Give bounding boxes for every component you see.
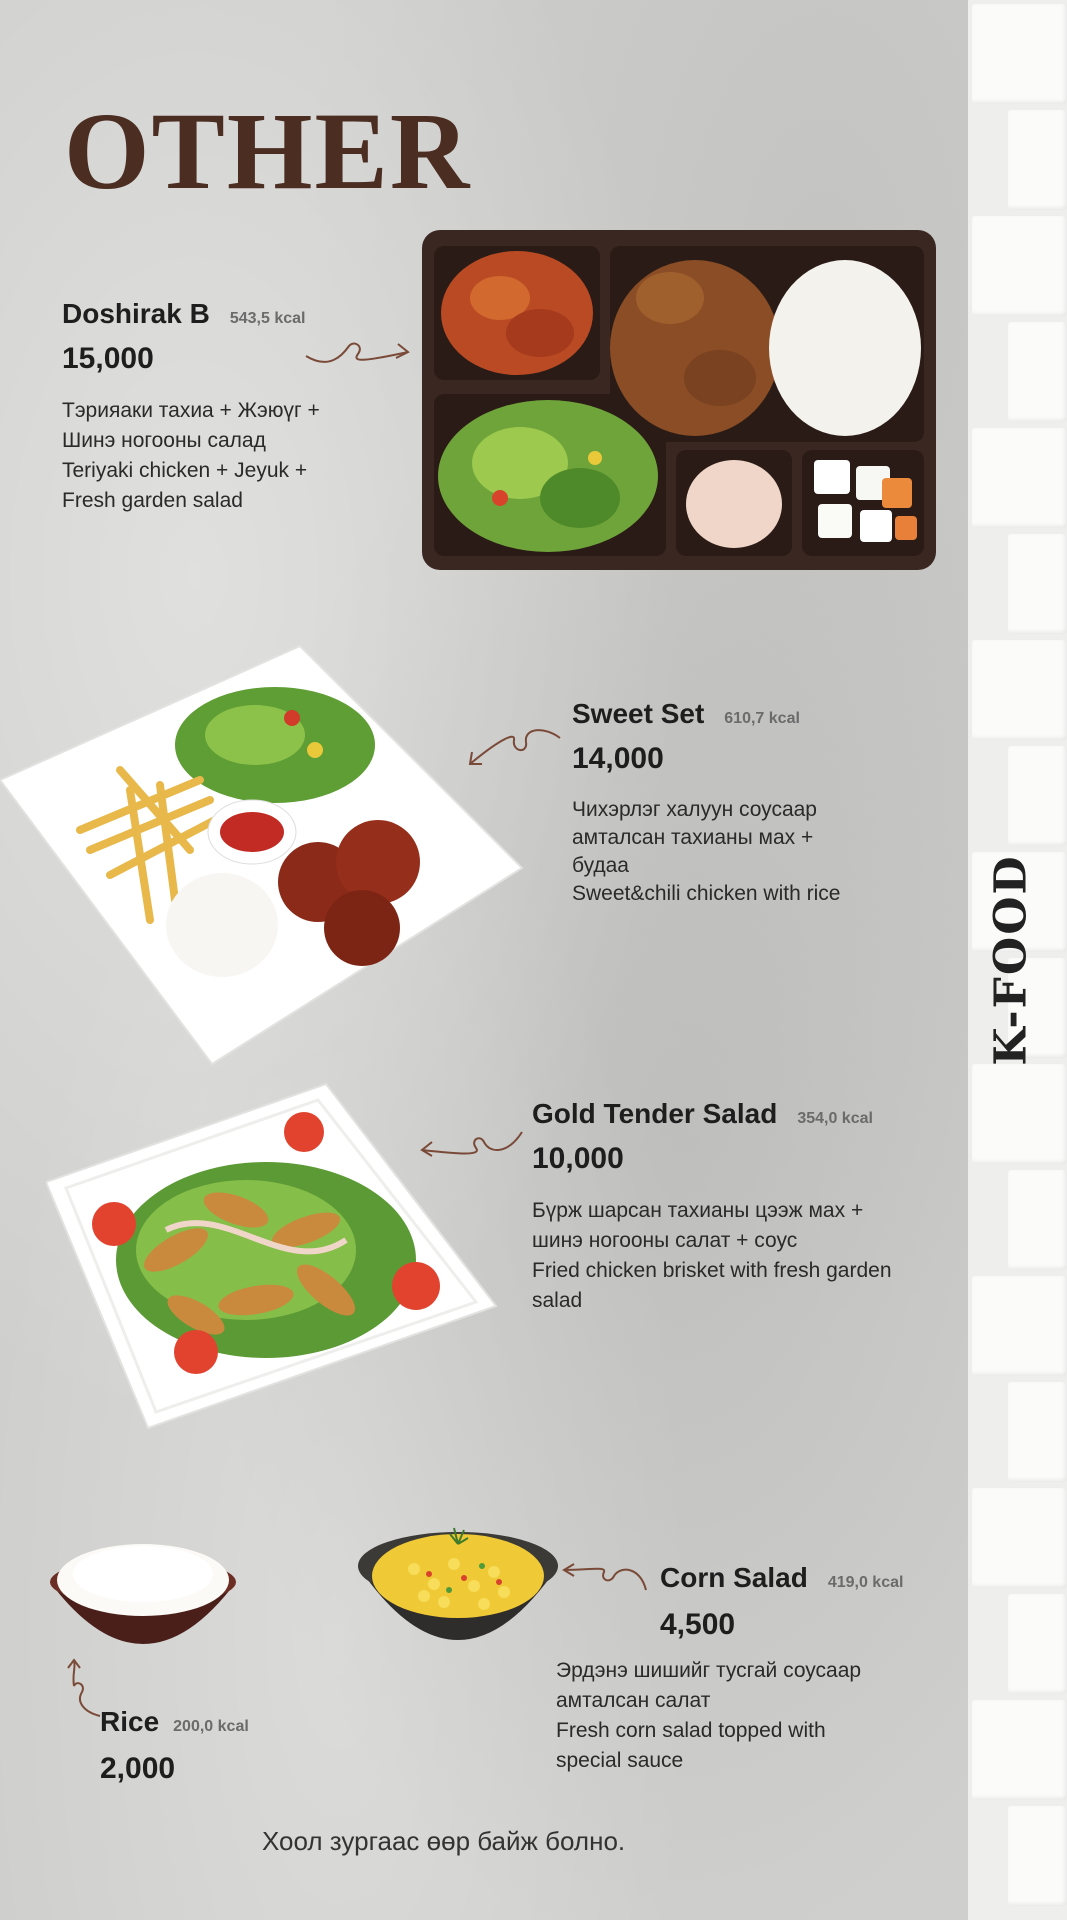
item-description: [532, 1196, 892, 1316]
item-kcal: 543,5 kcal: [229, 310, 306, 327]
item-price: 14,000: [572, 742, 664, 775]
curly-arrow-icon: [560, 1560, 650, 1596]
description-line: special sauce: [556, 1749, 684, 1772]
corn-salad-description: [556, 1656, 861, 1776]
menu-item-rice: [100, 1706, 249, 1786]
curly-arrow-icon: [418, 1126, 526, 1162]
menu-item-sweet-set: [572, 698, 840, 908]
description-line: Sweet&chili chicken with rice: [572, 882, 841, 905]
description-line: Teriyaki chicken + Jeyuk +: [62, 459, 308, 482]
description-line: будаа: [572, 854, 629, 877]
description-line: шинэ ногооны салат + соус: [532, 1229, 798, 1252]
description-line: salad: [532, 1289, 583, 1312]
item-price: 2,000: [100, 1752, 176, 1785]
category-side-label: K-FOOD: [985, 854, 1037, 1066]
item-name: Doshirak B: [62, 298, 210, 329]
description-line: Шинэ ногооны салад: [62, 429, 266, 452]
menu-item-corn-salad: [660, 1562, 903, 1642]
sweet-set-image: [0, 640, 530, 1070]
item-name: Rice: [100, 1706, 160, 1737]
doshirak-b-image: [420, 228, 938, 572]
description-line: Чихэрлэг халуун соусаар: [572, 798, 817, 821]
description-line: Fresh corn salad topped with: [556, 1719, 826, 1742]
item-kcal: 419,0 kcal: [827, 1574, 904, 1591]
item-kcal: 354,0 kcal: [797, 1110, 873, 1127]
curly-arrow-icon: [304, 338, 412, 372]
item-description: [62, 396, 320, 516]
item-description: [572, 796, 840, 908]
description-line: Эрдэнэ шишийг тусгай соусаар: [556, 1659, 862, 1682]
page-heading: OTHER: [64, 90, 472, 212]
curly-arrow-icon: [464, 724, 564, 772]
item-kcal: 200,0 kcal: [173, 1718, 249, 1735]
menu-item-gold-tender-salad: [532, 1098, 892, 1316]
item-name: Gold Tender Salad: [532, 1098, 778, 1129]
description-line: амталсан салат: [556, 1689, 711, 1712]
item-name: Corn Salad: [660, 1562, 808, 1593]
description-line: Бүрж шарсан тахианы цээж мах +: [532, 1199, 864, 1222]
description-line: Fried chicken brisket with fresh garden: [532, 1259, 892, 1282]
footer-note: Хоол зургаас өөр байж болно.: [262, 1826, 626, 1856]
description-line: амталсан тахианы мах +: [572, 826, 814, 849]
item-price: 4,500: [660, 1608, 736, 1641]
item-name: Sweet Set: [572, 698, 705, 729]
menu-item-doshirak-b: [62, 298, 320, 516]
description-line: Тэрияаки тахиа + Жэюүг +: [62, 399, 320, 422]
item-price: 15,000: [62, 342, 154, 375]
corn-salad-image: [354, 1514, 562, 1674]
item-kcal: 610,7 kcal: [724, 710, 800, 727]
curly-arrow-icon: [66, 1656, 106, 1720]
item-price: 10,000: [532, 1142, 624, 1175]
description-line: Fresh garden salad: [62, 489, 243, 512]
